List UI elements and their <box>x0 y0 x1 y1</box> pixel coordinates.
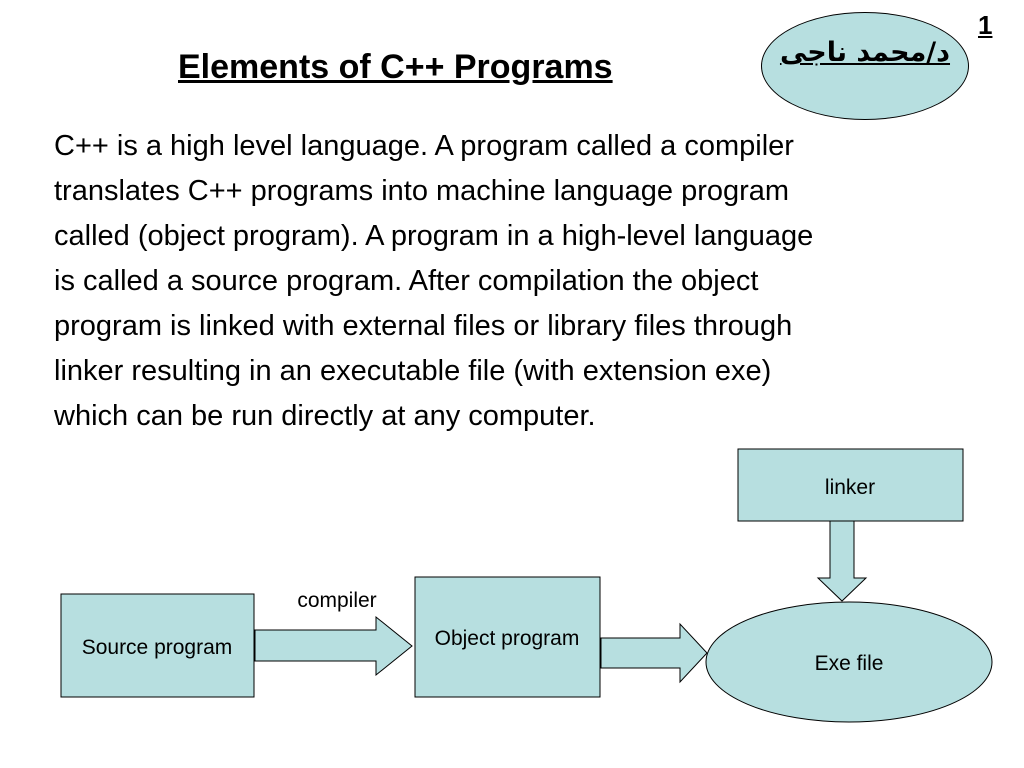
body-line: translates C++ programs into machine language program <box>54 175 790 207</box>
object-program-label: Object program <box>434 627 580 650</box>
source-program-label: Source program <box>81 636 233 659</box>
body-line: C++ is a high level language. A program called a compiler <box>54 130 794 162</box>
body-line: called (object program). A program in a high-level language <box>54 220 814 252</box>
compiler-label: compiler <box>297 589 377 612</box>
slide-number: 1 <box>978 10 993 40</box>
body-line: is called a source program. After compilation the object <box>54 265 759 297</box>
slide-title: Elements of C++ Programs <box>178 48 613 86</box>
object-to-exe-arrow <box>601 624 707 682</box>
body-line: which can be run directly at any computer. <box>54 400 596 432</box>
exe-file-label: Exe file <box>814 652 884 675</box>
linker-to-exe-arrow <box>818 521 866 601</box>
body-line: program is linked with external files or library files through <box>54 310 793 342</box>
compiler-arrow <box>255 617 412 675</box>
body-line: linker resulting in an executable file (with extension exe) <box>54 355 772 387</box>
author-name: د/محمد ناجى <box>779 37 951 68</box>
linker-label: linker <box>824 476 876 499</box>
